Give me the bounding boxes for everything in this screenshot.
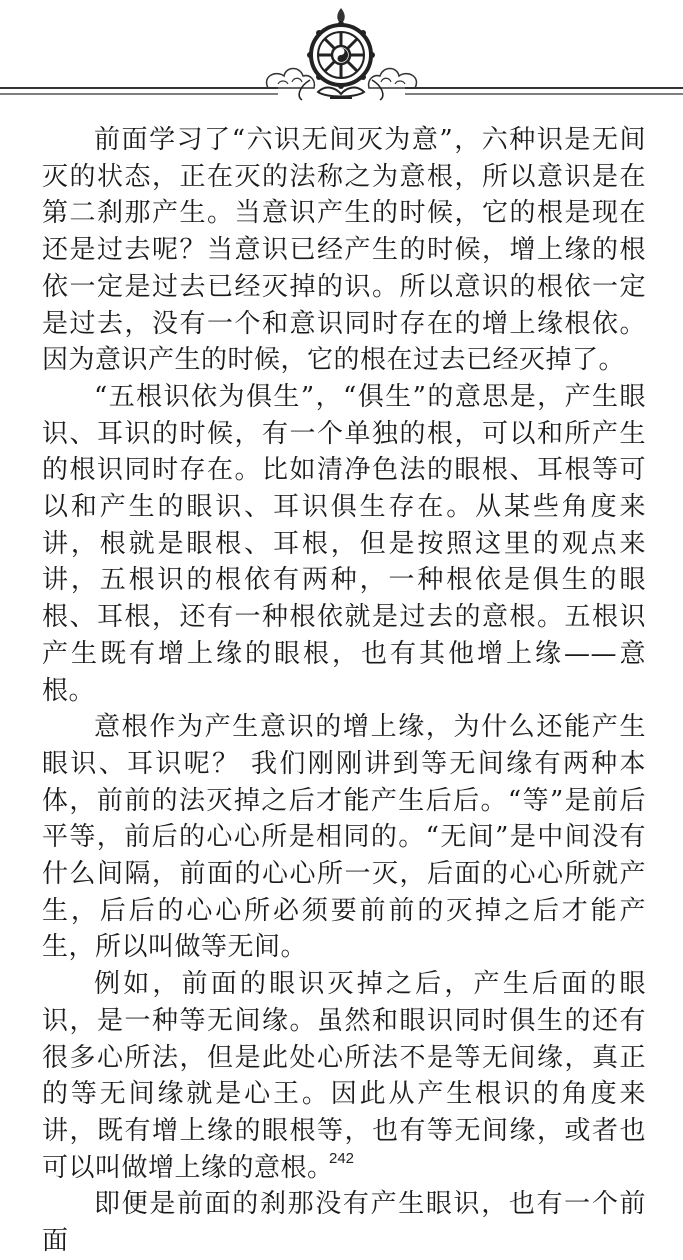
paragraph: 前面学习了“六识无间灭为意”，六种识是无间灭的状态，正在灭的法称之为意根，所以意识是在第二刹那产生。当意识产生的时候，它的根是现在还是过去呢？当意识已经产生的时候，增上缘的根依一定是过去已经灭掉的识。所以意识的根依一定是过去，没有一个和意识同时存在的增上缘根依。因为意识产生的时候，它的根在过去已经灭掉了。	[42, 125, 646, 376]
paragraph: 例如，前面的眼识灭掉之后，产生后面的眼识，是一种等无间缘。虽然和眼识同时俱生的还有很多心所法，但是此处心所法不是等无间缘，真正的等无间缘就是心王。因此从产生根识的角度来讲，既有增上缘的眼根等，也有等无间缘，或者也可以叫做增上缘的意根。	[42, 969, 646, 1183]
paragraph: 即便是前面的刹那没有产生眼识，也有一个前面	[42, 1189, 646, 1257]
dharma-wheel-icon	[0, 0, 683, 110]
page-number: 242	[328, 1150, 355, 1167]
paragraph: 意根作为产生意识的增上缘，为什么还能产生眼识、耳识呢？ 我们刚刚讲到等无间缘有两种本体，前前的法灭掉之后才能产生后后。“等”是前后平等，前后的心心所是相同的。“无间”是中间没有什么间隔，前面的心心所一灭，后面的心心所就产生，后后的心心所必须要前前的灭掉之后才能产生，所以叫做等无间。	[42, 712, 646, 963]
page-header-ornament	[0, 0, 683, 110]
paragraph: “五根识依为俱生”，“俱生”的意思是，产生眼识、耳识的时候，有一个单独的根，可以和所产生的根识同时存在。比如清净色法的眼根、耳根等可以和产生的眼识、耳识俱生存在。从某些角度来讲，根就是眼根、耳根，但是按照这里的观点来讲，五根识的根依有两种，一种根依是俱生的眼根、耳根，还有一种根依就是过去的意根。五根识产生既有增上缘的眼根，也有其他增上缘——意根。	[42, 381, 646, 706]
page-body	[42, 122, 646, 1260]
